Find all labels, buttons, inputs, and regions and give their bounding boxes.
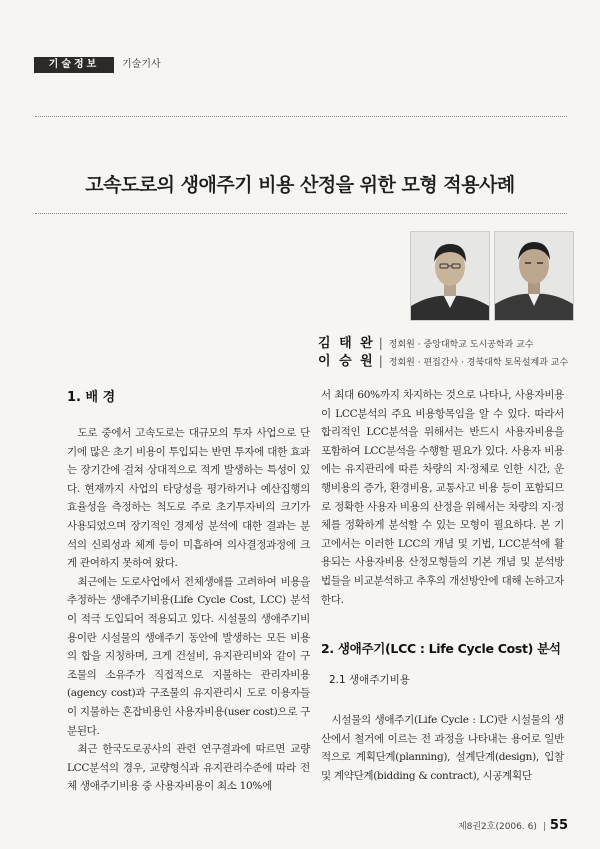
subsection-heading: 2.1 생애주기비용 [329,674,410,687]
section-category: 기술기사 [122,59,161,70]
author-2: 이 승 원 | 정회원 · 편집간사 · 경북대학 토목설계과 교수 [318,354,569,369]
author-affiliation: 정회원 · 편집간사 · 경북대학 토목설계과 교수 [388,358,569,368]
left-column [67,388,310,796]
portrait-image [495,232,573,320]
right-column [321,386,564,786]
author-name: 이 승 원 [318,354,375,369]
section-heading-1: 1. 배 경 [67,390,116,405]
page-number: 55 [549,818,568,833]
article-title: 고속도로의 생애주기 비용 산정을 위한 모형 적용사례 [85,174,515,196]
portrait-image [411,232,489,320]
section-badge: 기술정보 [34,57,114,73]
body-paragraph: 최근에는 도로사업에서 전체생애를 고려하여 비용을 추정하는 생애주기비용(Life Cycle Cost, LCC) 분석이 적극 도입되어 적용되고 있다. 시설물의 생애주기비용이란 시설물의 생애주기 동안에 발생하는 모든 비용의 합을 지칭하며, 크게 건설비, 유지관리비와 같이 구조물의 소유주가 직접적으로 지불하는 관리자비용(agency cost)과 구조물의 유지관리시 도로 이용자들이 지불하는 혼잡비용인 사용자비용(user cost)으로 구분된다. [67,575,310,737]
body-paragraph: 도로 중에서 고속도로는 대규모의 투자 사업으로 단기에 많은 초기 비용이 투입되는 반면 투자에 대한 효과는 장기간에 걸쳐 상대적으로 적게 발생하는 특성이 있다. 현재까지 사업의 타당성을 평가하거나 예산집행의 효율성을 측정하는 척도로 주로 초기투자비의 크기가 사용되었으며 장기적인 경제성 분석에 대한 결과는 분석의 신뢰성과 체계 등이 미흡하여 의사결정과정에 크게 관여하지 못하여 왔다. [67,427,310,570]
page-footer: 제8권2호(2006. 6) | 55 [457,818,568,833]
author-photo-1 [410,231,490,321]
author-name: 김 태 완 [318,336,375,351]
body-paragraph: 최근 한국도로공사의 관련 연구결과에 따르면 교량 LCC분석의 경우, 교량형식과 유지관리수준에 따라 전체 생애주기비용 중 사용자비용이 최소 10%에 [67,743,310,793]
author-affiliation: 정회원 · 중앙대학교 도시공학과 교수 [388,340,534,350]
title-divider [35,213,567,214]
section-heading-2: 2. 생애주기(LCC : Life Cycle Cost) 분석 [321,641,561,657]
issue-info: 제8권2호(2006. 6) [457,822,537,832]
author-photo-2 [494,231,574,321]
author-1: 김 태 완 | 정회원 · 중앙대학교 도시공학과 교수 [318,336,534,351]
top-divider [35,116,567,117]
body-paragraph: 서 최대 60%까지 차지하는 것으로 나타나, 사용자비용이 LCC분석의 주요 비용항목임을 알 수 있다. 따라서 합리적인 LCC분석을 위해서는 반드시 사용자비용을 포함하여 LCC분석을 수행할 필요가 있다. 사용자 비용에는 유지관리에 따른 차량의 지·정체로 인한 시간, 운행비용의 증가, 환경비용, 교통사고 비용 등이 포함되므로 정확한 사용자 비용의 산정을 위해서는 차량의 지·정체를 정확하게 분석할 수 있는 모형이 필요하다. 본 기고에서는 이러한 LCC의 개념 및 기법, LCC분석에 활용되는 사용자비용 산정모형들의 기본 개념 및 분석방법들을 비교분석하고 추후의 개선방안에 대해 논하고자 한다. [321,389,564,606]
body-paragraph: 시설물의 생애주기(Life Cycle : LC)란 시설물의 생산에서 철거에 이르는 전 과정을 나타내는 용어로 일반적으로 계획단계(planning), 설계단계(design), 입찰 및 계약단계(bidding & contract), 시공계획단 [321,714,564,782]
